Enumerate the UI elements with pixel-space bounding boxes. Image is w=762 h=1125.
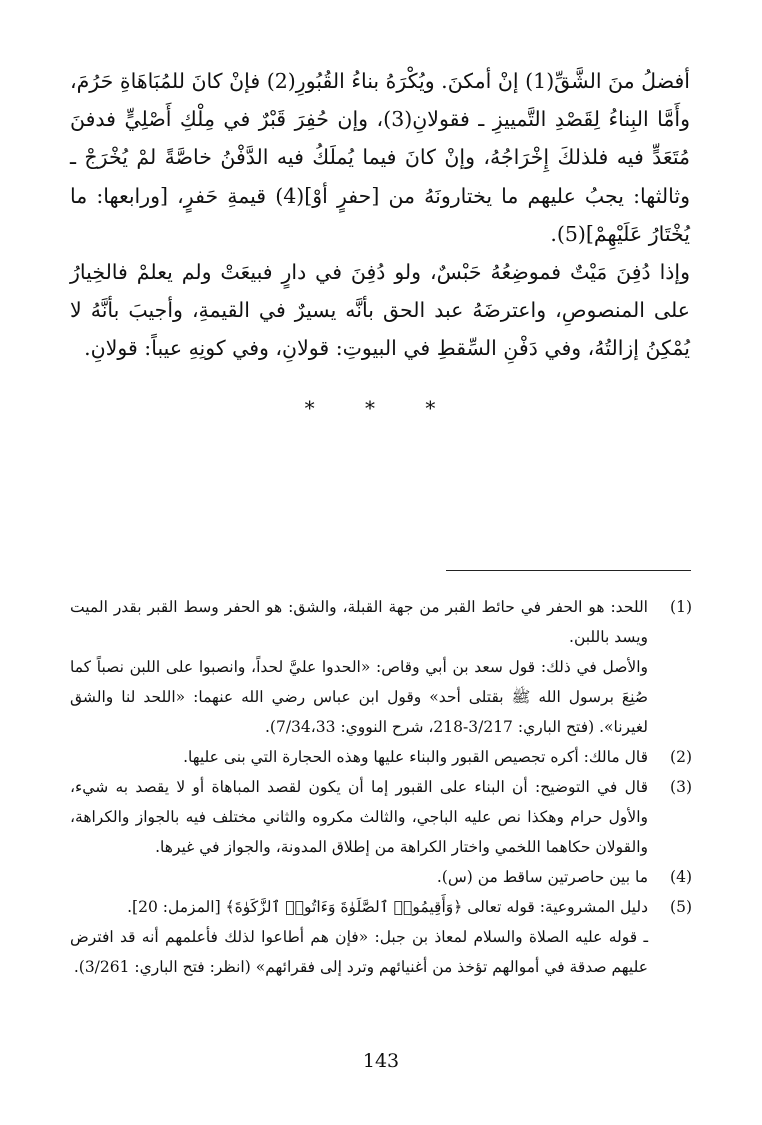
footnote-text: ما بين حاصرتين ساقط من (س).: [436, 868, 648, 886]
footnote-text: دليل المشروعية: قوله تعالى ﴿وَأَقِيمُوا۟ ٱلصَّلَوٰةَ وَءَاتُوا۟ ٱلزَّكَوٰةَ﴾ [المزمل: 20].: [127, 898, 648, 916]
footnote-item: [70, 772, 692, 862]
footnote-body: [70, 772, 648, 862]
footnote-number: (3): [670, 778, 692, 796]
footnote-number: (5): [670, 898, 692, 916]
footnotes: [70, 592, 692, 982]
footnote-item: [70, 862, 692, 892]
footnote-text: ـ قوله عليه الصلاة والسلام لمعاذ بن جبل: «فإن هم أطاعوا لذلك فأعلمهم أنه قد افترض عليهم صدقة في أموالهم تؤخذ من أغنيائهم وترد إلى فقرائهم» (انظر: فتح الباري: 3/261).: [70, 928, 648, 976]
footnote-body: [70, 742, 648, 772]
footnote-item: [70, 592, 692, 742]
footnote-separator-line: [446, 570, 691, 571]
page-number: 143: [362, 1050, 400, 1072]
footnote-text: قال في التوضيح: أن البناء على القبور إما أن يكون لقصد المباهاة أو لا يقصد به شيء، والأول حرام وهكذا نص عليه الباجي، والثالث مكروه والثاني مختلف فيه بالجواز والكراهة، والقولان حكاهما اللخمي واختار الكراهة من إطلاق المدونة، والجواز في غيرها.: [70, 778, 648, 856]
footnote-item: [70, 742, 692, 772]
main-paragraph: وإذا دُفِنَ مَيْتٌ فموضِعُهُ حَبْسٌ، ولو دُفِنَ في دارٍ فبيعَتْ ولم يعلمْ فالخِيارُ على المنصوصِ، واعترضَهُ عبد الحق بأنَّه يسيرٌ في القيمةِ، وأجيبَ بأنَّهُ لا يُمْكِنُ إزالتُهُ، وفي دَفْنِ السِّقطِ في البيوتِ: قولانِ، وفي كونِهِ عيباً: قولانِ.: [70, 260, 690, 361]
footnote-body: [70, 862, 648, 892]
footnote-number: (4): [670, 868, 692, 886]
main-text: [70, 62, 690, 368]
footnote-text: قال مالك: أكره تجصيص القبور والبناء عليها وهذه الحجارة التي بنى عليها.: [183, 748, 648, 766]
footnote-number: (1): [670, 598, 692, 616]
footnote-body: [70, 892, 648, 982]
footnote-item: [70, 892, 692, 982]
footnote-text: والأصل في ذلك: قول سعد بن أبي وقاص: «الحدوا عليَّ لحداً، وانصبوا على اللبن نصباً كما صُنِعَ برسول الله ﷺ بقتلى أحد» وقول ابن عباس رضي الله عنهما: «اللحد لنا والشق لغيرنا». (فتح الباري: 3/217-218، شرح النووي: 7/34،33).: [70, 658, 648, 736]
section-divider: * * *: [304, 396, 458, 420]
main-paragraph: أفضلُ منَ الشَّقِّ(1) إنْ أمكنَ. ويُكْرَهُ بناءُ القُبُورِ(2) فإنْ كانَ للمُبَاهَاةِ حَرُمَ، وأَمَّا البِناءُ لِقَصْدِ التَّمييزِ ـ فقولانِ(3)، وإن حُفِرَ قَبْرٌ في مِلْكِ أَصْلِيٍّ فدفنَ مُتَعَدٍّ فيه فلذلكَ إِخْرَاجُهُ، وإنْ كانَ فيما يُملَكُ فيه الدَّفْنُ خاصَّةً لمْ يُخْرَجْ ـ وثالثها: يجبُ عليهم ما يختارونَهُ من [حفرٍ أوْ](4) قيمةِ حَفرٍ، [ورابعها: ما يُخْتَارُ عَلَيْهِمْ](5).: [70, 69, 691, 246]
footnote-number: (2): [670, 748, 692, 766]
footnote-body: [70, 592, 648, 742]
footnote-text: اللحد: هو الحفر في حائط القبر من جهة القبلة، والشق: هو الحفر وسط القبر بقدر الميت ويسد باللبن.: [70, 598, 648, 646]
